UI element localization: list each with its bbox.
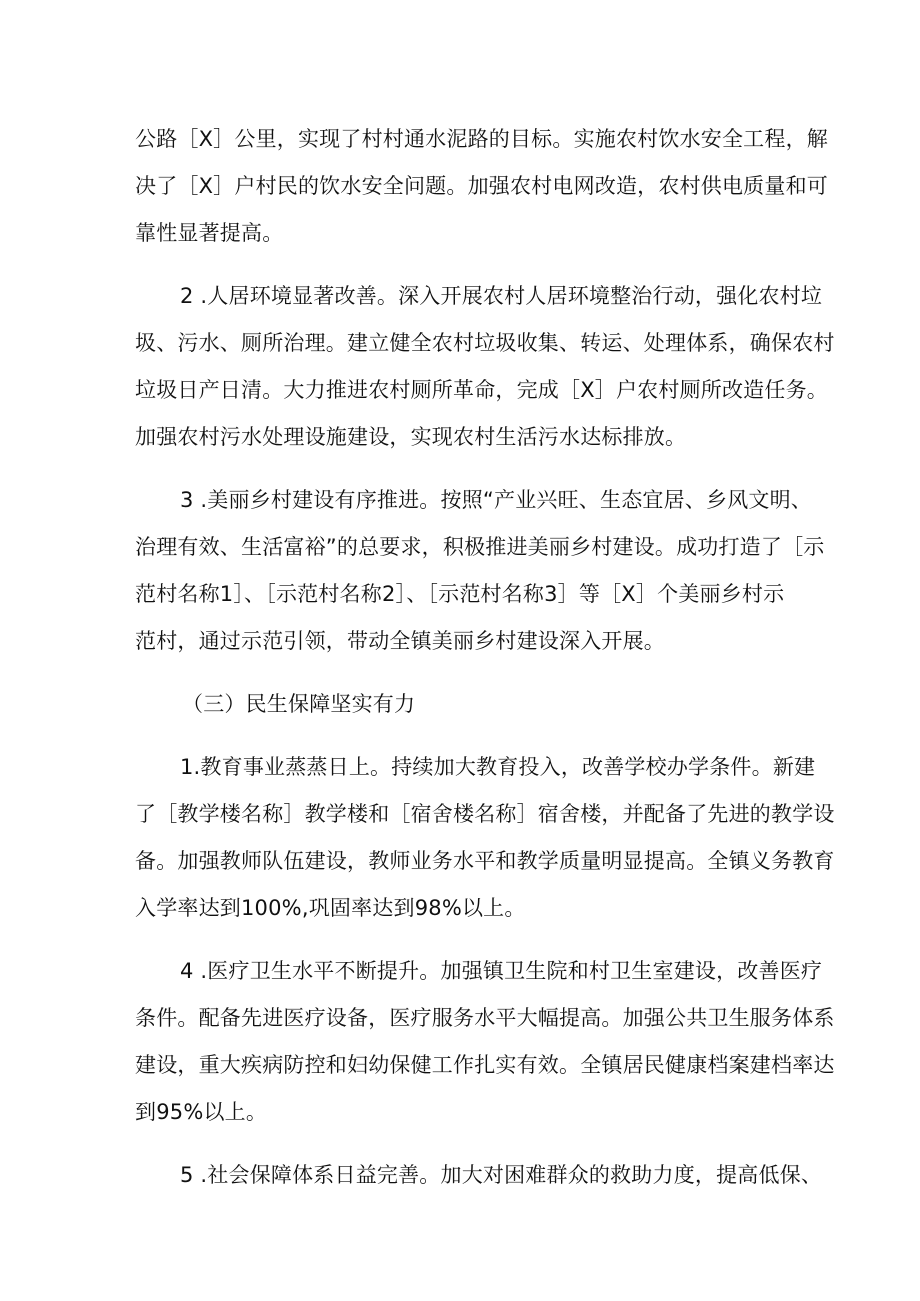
text-line: 治理有效、生活富裕”的总要求，积极推进美丽乡村建设。成功打造了［示 [135,535,825,559]
text-line: 到95%以上。 [135,1100,268,1124]
text-line: 垃圾日产日清。大力推进农村厕所革命，完成［X］户农村厕所改造任务。 [135,378,828,402]
text-line: 了［教学楼名称］教学楼和［宿舍楼名称］宿舍楼，并配备了先进的教学设 [135,802,835,826]
text-line: 入学率达到100%,巩固率达到98%以上。 [135,896,526,920]
paragraph-start: 2 .人居环境显著改善。深入开展农村人居环境整治行动，强化农村垃 [180,284,823,308]
text-line: 靠性显著提高。 [135,221,284,245]
text-line: 备。加强教师队伍建设，教师业务水平和教学质量明显提高。全镇义务教育 [135,849,835,873]
paragraph-start: 1.教育事业蒸蒸日上。持续加大教育投入，改善学校办学条件。新建 [180,755,816,779]
paragraph-start: 3 .美丽乡村建设有序推进。按照“产业兴旺、生态宜居、乡风文明、 [180,488,812,512]
text-line: 建设，重大疾病防控和妇幼保健工作扎实有效。全镇居民健康档案建档率达 [135,1053,835,1077]
text-line: 加强农村污水处理设施建设，实现农村生活污水达标排放。 [135,425,687,449]
paragraph-start: 5 .社会保障体系日益完善。加大对困难群众的救助力度，提高低保、 [180,1163,823,1187]
section-heading: （三）民生保障坚实有力 [182,692,416,716]
text-line: 范村名称1］、［示范村名称2］、［示范村名称3］等［X］个美丽乡村示 [135,582,785,606]
text-line: 范村，通过示范引领，带动全镇美丽乡村建设深入开展。 [135,629,665,653]
text-line: 公路［X］公里，实现了村村通水泥路的目标。实施农村饮水安全工程，解 [135,127,828,151]
text-line: 圾、污水、厕所治理。建立健全农村垃圾收集、转运、处理体系，确保农村 [135,331,835,355]
text-line: 决了［X］户村民的饮水安全问题。加强农村电网改造，农村供电质量和可 [135,174,828,198]
text-line: 条件。配备先进医疗设备，医疗服务水平大幅提高。加强公共卫生服务体系 [135,1006,835,1030]
paragraph-start: 4 .医疗卫生水平不断提升。加强镇卫生院和村卫生室建设，改善医疗 [180,959,823,983]
